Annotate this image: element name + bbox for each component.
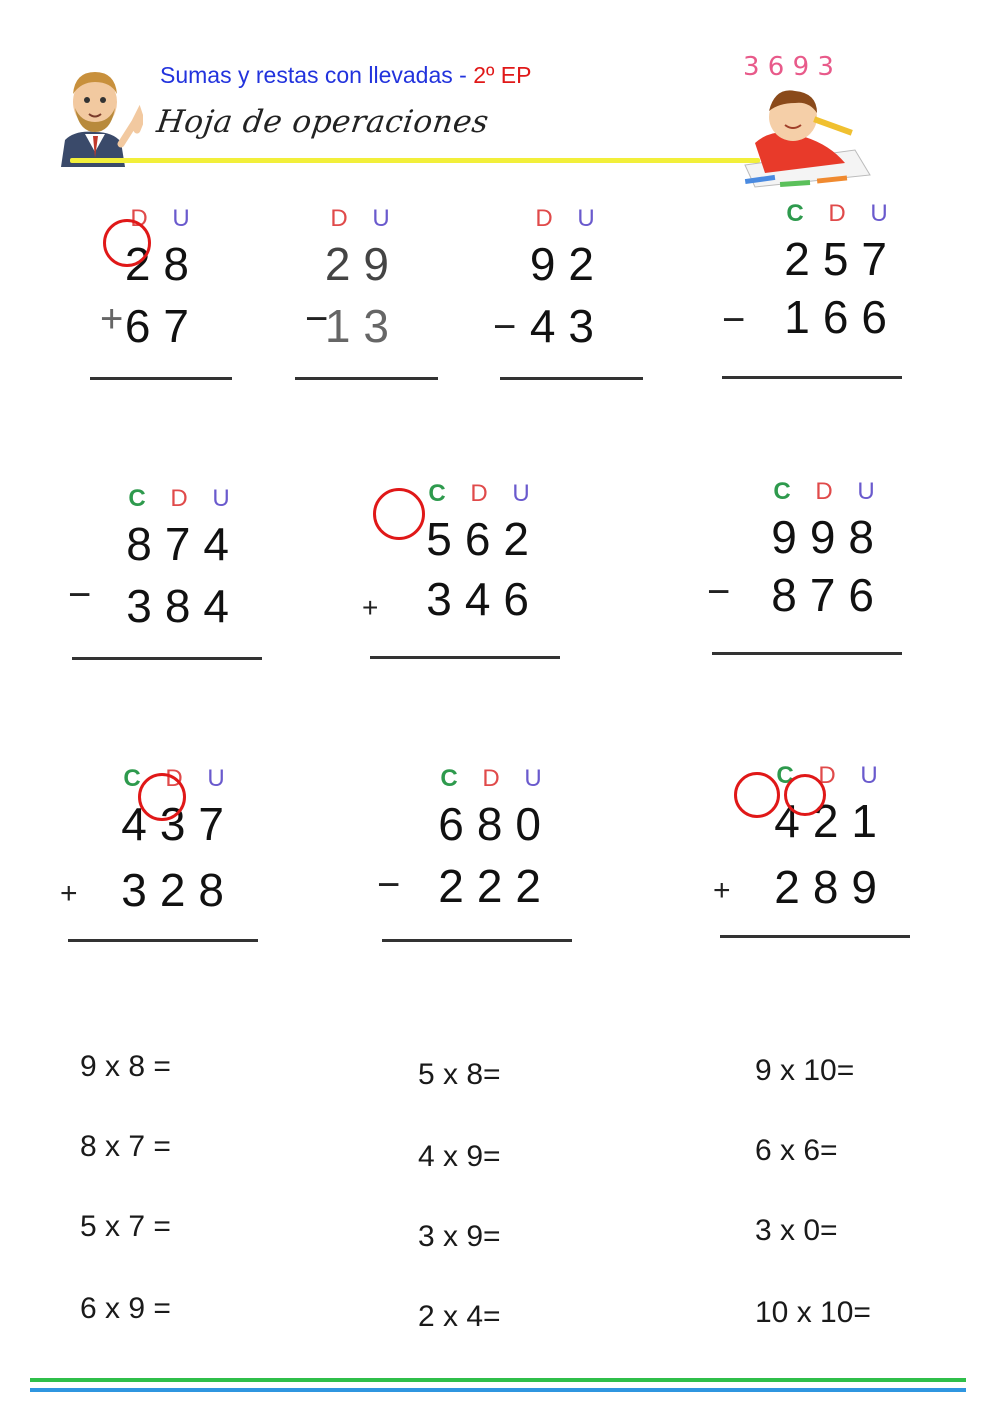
- label-u: U: [870, 200, 888, 227]
- operation-8: [35, 765, 275, 965]
- operand-top: 998: [771, 511, 887, 563]
- place-labels: [764, 762, 890, 790]
- operator-sign: −: [707, 570, 731, 614]
- operator-sign: +: [60, 877, 78, 910]
- place-labels: [116, 485, 242, 513]
- label-c: C: [123, 765, 141, 792]
- result-line: [68, 939, 258, 942]
- label-c: C: [786, 200, 804, 227]
- operation-2: [200, 205, 440, 405]
- operand-top: 562: [426, 513, 542, 565]
- operation-9: [352, 765, 592, 965]
- label-d: D: [482, 765, 500, 792]
- operand-top: 257: [784, 233, 900, 285]
- label-d: D: [330, 205, 348, 232]
- label-d: D: [818, 762, 836, 789]
- place-labels: [416, 480, 542, 508]
- result-line: [370, 656, 560, 659]
- mult-1-2[interactable]: 8 x 7 =: [80, 1130, 171, 1163]
- mult-3-2[interactable]: 6 x 6=: [755, 1134, 838, 1167]
- operation-10: [688, 762, 928, 962]
- mult-3-3[interactable]: 3 x 0=: [755, 1214, 838, 1247]
- label-d: D: [470, 480, 488, 507]
- operation-3: [405, 205, 645, 405]
- subtitle-main: Sumas y restas con llevadas -: [160, 62, 474, 88]
- label-d: D: [535, 205, 553, 232]
- label-c: C: [776, 762, 794, 789]
- subtitle-grade: 2º EP: [473, 62, 532, 88]
- label-u: U: [577, 205, 595, 232]
- place-labels: [774, 200, 900, 228]
- operand-top: 92: [529, 238, 607, 290]
- operand-top: 29: [324, 238, 402, 290]
- mult-2-1[interactable]: 5 x 8=: [418, 1058, 501, 1091]
- operand-top: 28: [124, 238, 202, 290]
- mult-1-4[interactable]: 6 x 9 =: [80, 1292, 171, 1325]
- operator-sign: −: [493, 305, 517, 349]
- operand-bottom: 43: [529, 300, 607, 352]
- label-u: U: [207, 765, 225, 792]
- carry-circle-mark[interactable]: [784, 774, 826, 816]
- label-u: U: [172, 205, 190, 232]
- carry-circle-mark[interactable]: [373, 488, 425, 540]
- worksheet-title: Hoja de operaciones: [154, 104, 492, 140]
- label-c: C: [440, 765, 458, 792]
- operand-bottom: 876: [771, 569, 887, 621]
- operator-sign: −: [722, 298, 746, 342]
- operand-bottom: 67: [124, 300, 202, 352]
- operator-sign: +: [100, 297, 124, 341]
- result-line: [72, 657, 262, 660]
- label-c: C: [428, 480, 446, 507]
- illustration-digits: 3 6 9 3: [743, 52, 834, 82]
- place-labels: [761, 478, 887, 506]
- worksheet-subtitle: [160, 62, 531, 89]
- label-c: C: [773, 478, 791, 505]
- kid-writing-illustration-icon: [735, 45, 875, 195]
- result-line: [382, 939, 572, 942]
- operation-6: [340, 480, 580, 680]
- label-u: U: [524, 765, 542, 792]
- operand-bottom: 13: [324, 300, 402, 352]
- place-labels: [318, 205, 402, 233]
- operand-top: 421: [774, 795, 890, 847]
- operator-sign: −: [68, 573, 92, 617]
- operand-bottom: 166: [784, 291, 900, 343]
- operand-bottom: 289: [774, 861, 890, 913]
- label-u: U: [860, 762, 878, 789]
- operation-4: [660, 200, 960, 400]
- mult-2-4[interactable]: 2 x 4=: [418, 1300, 501, 1333]
- operand-top: 680: [438, 798, 554, 850]
- footer-rule-green: [30, 1378, 966, 1382]
- mult-2-2[interactable]: 4 x 9=: [418, 1140, 501, 1173]
- footer-rule-blue: [30, 1388, 966, 1392]
- carry-circle-mark[interactable]: [734, 772, 780, 818]
- operator-sign: +: [713, 874, 731, 907]
- result-line: [722, 376, 902, 379]
- header-divider: [70, 158, 760, 163]
- carry-circle-mark[interactable]: [103, 219, 151, 267]
- label-d: D: [130, 205, 148, 232]
- label-d: D: [828, 200, 846, 227]
- label-c: C: [128, 485, 146, 512]
- result-line: [712, 652, 902, 655]
- operand-top: 437: [121, 798, 237, 850]
- operand-bottom: 222: [438, 860, 554, 912]
- operation-5: [40, 485, 280, 685]
- result-line: [720, 935, 910, 938]
- operand-bottom: 346: [426, 573, 542, 625]
- mult-3-4[interactable]: 10 x 10=: [755, 1296, 871, 1329]
- operand-bottom: 384: [126, 580, 242, 632]
- operand-bottom: 328: [121, 864, 237, 916]
- place-labels: [523, 205, 607, 233]
- mult-1-1[interactable]: 9 x 8 =: [80, 1050, 171, 1083]
- label-u: U: [372, 205, 390, 232]
- label-u: U: [857, 478, 875, 505]
- mult-3-1[interactable]: 9 x 10=: [755, 1054, 855, 1087]
- carry-circle-mark[interactable]: [138, 773, 186, 821]
- result-line: [500, 377, 643, 380]
- label-u: U: [512, 480, 530, 507]
- label-u: U: [212, 485, 230, 512]
- place-labels: [428, 765, 554, 793]
- operator-sign: +: [362, 592, 379, 623]
- operation-7: [685, 478, 925, 678]
- operator-sign: −: [305, 297, 329, 341]
- operator-sign: −: [377, 863, 401, 907]
- label-d: D: [165, 765, 183, 792]
- operand-top: 874: [126, 518, 242, 570]
- mult-2-3[interactable]: 3 x 9=: [418, 1220, 501, 1253]
- mult-1-3[interactable]: 5 x 7 =: [80, 1210, 171, 1243]
- label-d: D: [815, 478, 833, 505]
- label-d: D: [170, 485, 188, 512]
